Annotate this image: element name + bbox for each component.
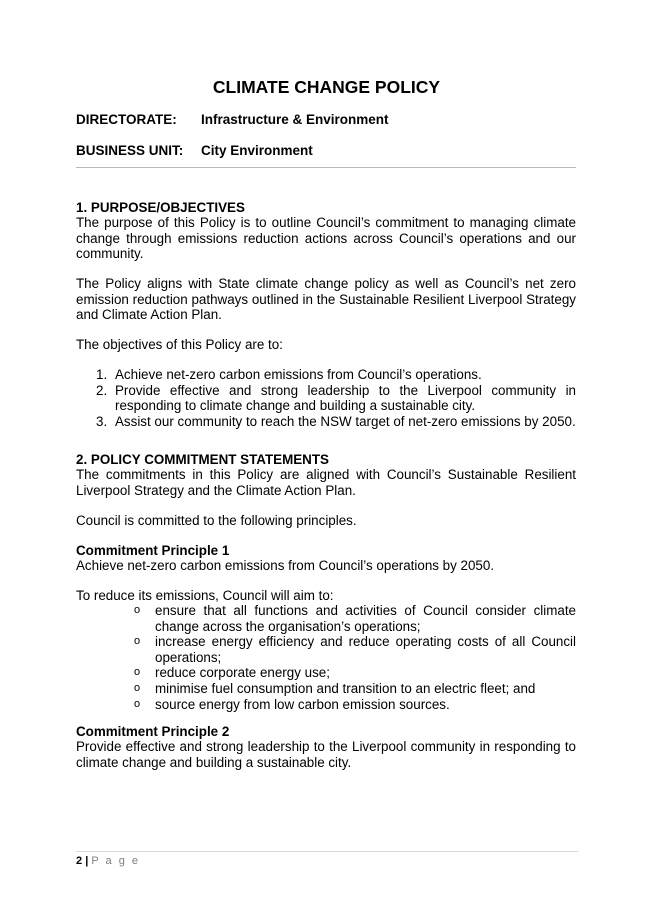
- bullet-marker: o: [134, 604, 141, 616]
- list-item: [134, 603, 576, 634]
- footer-divider: [76, 851, 578, 852]
- list-text: ensure that all functions and activities of Council consider climate change across the organisation’s operations;: [155, 603, 576, 634]
- list-number: 3.: [96, 413, 108, 429]
- header-divider: [76, 167, 576, 168]
- page-footer: [76, 855, 140, 868]
- alignment-paragraph: The Policy aligns with State climate change policy as well as Council’s net zero emission reduction pathways outlined in the Sustainable Resilient Liverpool Strategy and Climate Action Plan.: [76, 276, 576, 323]
- list-item: [96, 414, 576, 430]
- list-item: [134, 681, 576, 697]
- business-unit-value: City Environment: [201, 143, 313, 158]
- list-text: source energy from low carbon emission sources.: [155, 696, 450, 712]
- list-text: Provide effective and strong leadership to the Liverpool community in responding to climate change and building a sustainable city.: [115, 382, 576, 414]
- bullet-marker: o: [134, 635, 141, 648]
- list-text: Achieve net-zero carbon emissions from Council’s operations.: [115, 367, 482, 382]
- list-item: [96, 367, 576, 383]
- list-text: minimise fuel consumption and transition to an electric fleet; and: [155, 680, 536, 696]
- bullet-marker: o: [134, 681, 141, 694]
- page-word: P a g e: [91, 855, 140, 867]
- principle-1-intro: To reduce its emissions, Council will aim to:: [76, 588, 334, 603]
- bullet-marker: o: [134, 666, 141, 679]
- list-item: [134, 665, 576, 681]
- section-heading-commitments: 2. POLICY COMMITMENT STATEMENTS: [76, 452, 329, 467]
- principles-intro: Council is committed to the following principles.: [76, 513, 357, 528]
- footer-separator: |: [85, 855, 89, 867]
- purpose-paragraph: The purpose of this Policy is to outline Council’s commitment to managing climate change through emissions reduction actions across Council’s operations and our community.: [76, 215, 576, 262]
- principle-1-text: Achieve net-zero carbon emissions from Council’s operations by 2050.: [76, 558, 495, 573]
- objectives-list: [96, 367, 576, 429]
- list-number: 2.: [96, 382, 108, 398]
- principle-1-heading: Commitment Principle 1: [76, 543, 230, 558]
- list-number: 1.: [96, 367, 108, 382]
- list-text: increase energy efficiency and reduce operating costs of all Council operations;: [155, 634, 576, 665]
- list-item: [96, 383, 576, 414]
- section-heading-purpose: 1. PURPOSE/OBJECTIVES: [76, 200, 245, 215]
- page-number: 2: [76, 855, 83, 867]
- directorate-value: Infrastructure & Environment: [201, 112, 389, 127]
- directorate-label: DIRECTORATE:: [76, 112, 177, 127]
- commitments-paragraph: The commitments in this Policy are aligned with Council’s Sustainable Resilient Liverpool Strategy and the Climate Action Plan.: [76, 467, 576, 498]
- list-text: Assist our community to reach the NSW target of net-zero emissions by 2050.: [115, 413, 576, 429]
- principle-1-actions-list: [134, 603, 576, 712]
- page-title: CLIMATE CHANGE POLICY: [212, 77, 441, 97]
- list-item: [134, 697, 576, 713]
- list-item: [134, 634, 576, 665]
- list-text: reduce corporate energy use;: [155, 665, 330, 681]
- objectives-intro: The objectives of this Policy are to:: [76, 337, 283, 352]
- principle-2-text: Provide effective and strong leadership to the Liverpool community in responding to climate change and building a sustainable city.: [76, 739, 576, 770]
- business-unit-label: BUSINESS UNIT:: [76, 143, 184, 158]
- bullet-marker: o: [134, 697, 141, 710]
- principle-2-heading: Commitment Principle 2: [76, 724, 230, 739]
